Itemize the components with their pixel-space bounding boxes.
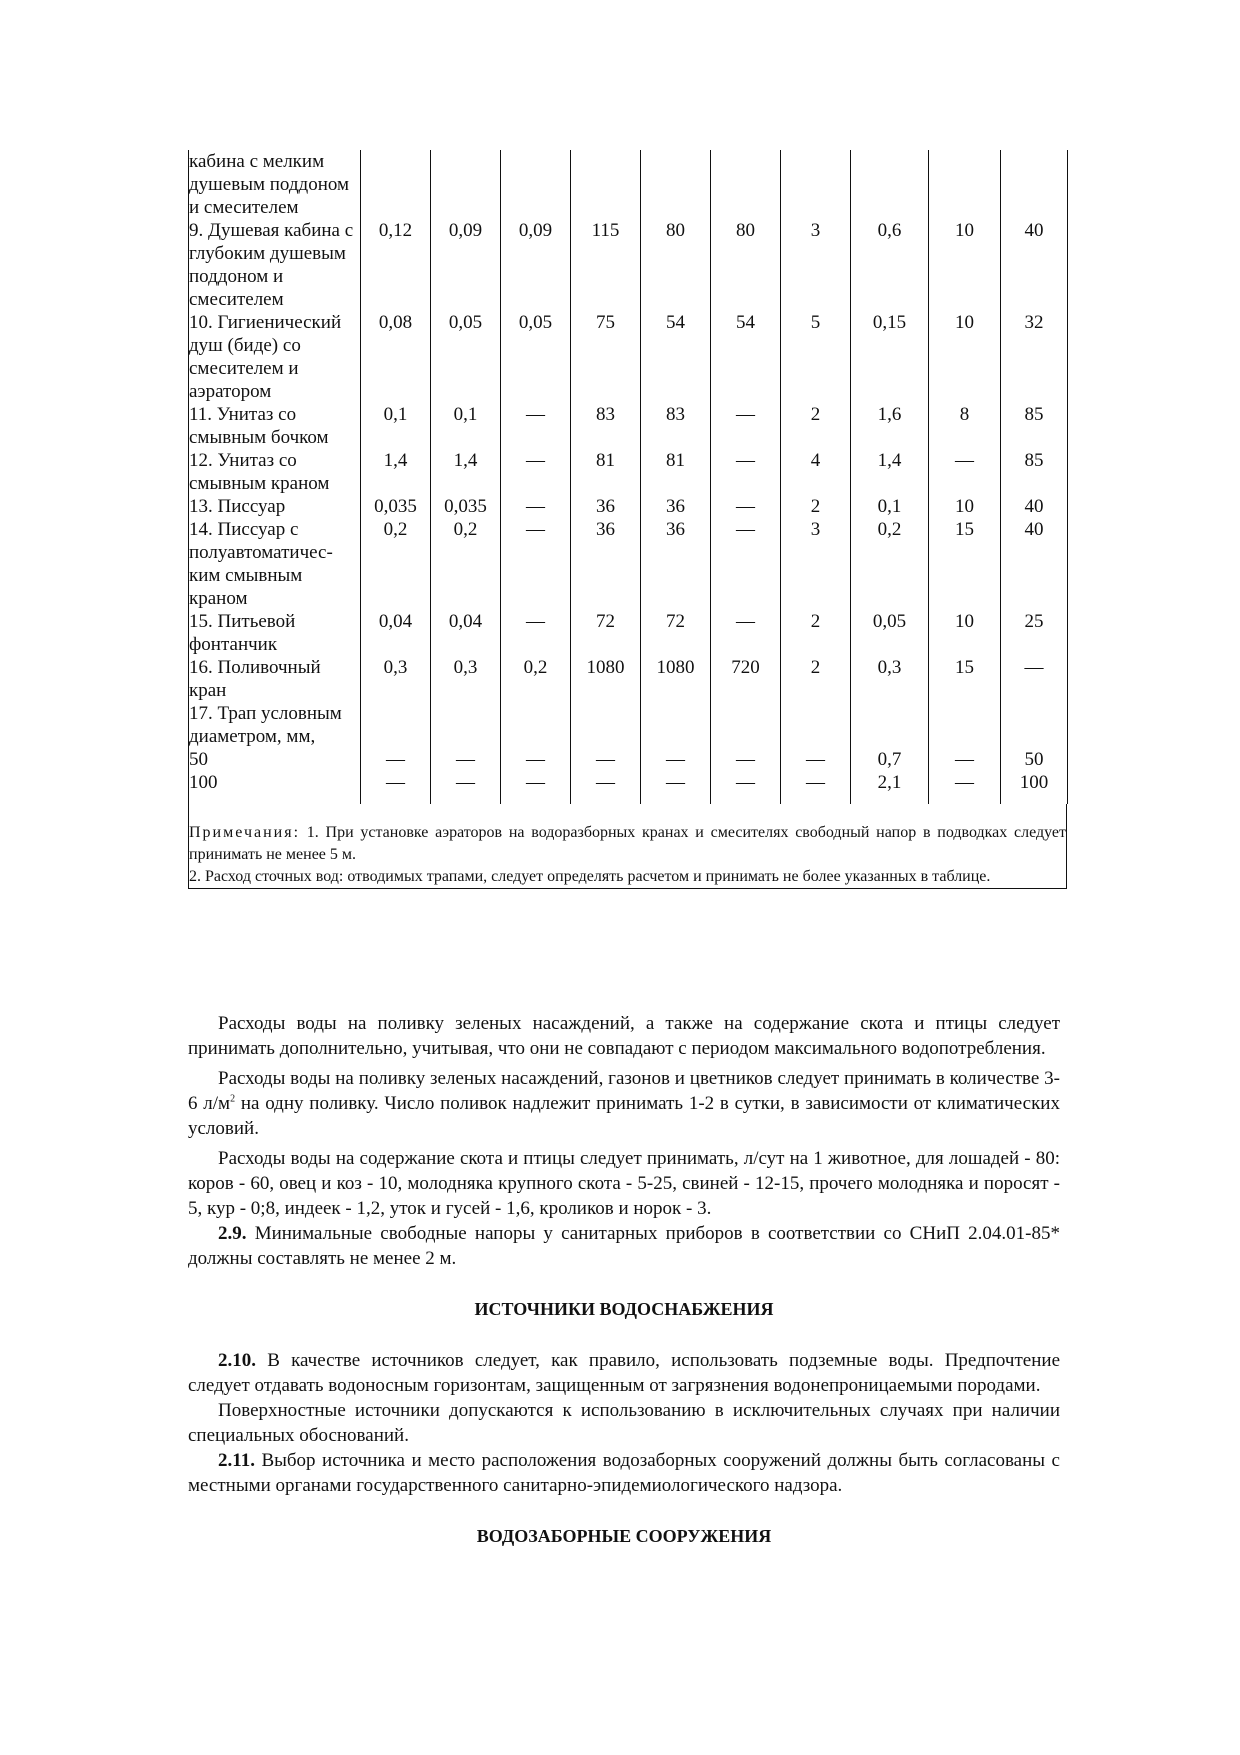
value-cell: 10 bbox=[929, 495, 1001, 518]
value-cell bbox=[711, 150, 781, 219]
table-row bbox=[189, 150, 1068, 219]
value-cell: — bbox=[361, 748, 431, 771]
value-cell bbox=[431, 702, 501, 748]
p2-superscript: 2 bbox=[230, 1093, 236, 1105]
norms-table-container bbox=[188, 150, 1067, 889]
value-cell: 0,15 bbox=[851, 311, 929, 403]
value-cell: 2 bbox=[781, 403, 851, 449]
clause-number-2-9: 2.9. bbox=[218, 1223, 247, 1244]
value-cell: — bbox=[501, 748, 571, 771]
value-cell: 2 bbox=[781, 495, 851, 518]
value-cell: 10 bbox=[929, 219, 1001, 311]
value-cell: 0,2 bbox=[361, 518, 431, 610]
value-cell: — bbox=[501, 610, 571, 656]
table-row bbox=[189, 219, 1068, 311]
value-cell: 83 bbox=[571, 403, 641, 449]
value-cell: 36 bbox=[571, 518, 641, 610]
value-cell: 0,1 bbox=[851, 495, 929, 518]
value-cell: 40 bbox=[1001, 495, 1068, 518]
body-text bbox=[188, 1011, 1060, 1549]
value-cell: 2 bbox=[781, 610, 851, 656]
row-name-cell: 11. Унитаз со смывным бочком bbox=[189, 403, 361, 449]
table-row bbox=[189, 610, 1068, 656]
value-cell bbox=[571, 702, 641, 748]
value-cell: — bbox=[929, 449, 1001, 495]
value-cell: — bbox=[1001, 656, 1068, 702]
value-cell: 36 bbox=[641, 518, 711, 610]
p2-text-b: на одну поливку. Число поливок надлежит принимать 1-2 в сутки, в зависимости от климатических условий. bbox=[188, 1093, 1060, 1139]
value-cell: 115 bbox=[571, 219, 641, 311]
value-cell: — bbox=[781, 771, 851, 804]
row-name-cell: 13. Писсуар bbox=[189, 495, 361, 518]
table-notes bbox=[188, 804, 1067, 889]
value-cell bbox=[781, 702, 851, 748]
paragraph-cattle-norms: Расходы воды на содержание скота и птицы следует принимать, л/сут на 1 животное, для лошадей - 80: коров - 60, овец и коз - 10, молодняка крупного скота - 5-25, свиней - 12-15, прочего молодняка и поросят - 5, кур - 0;8, индеек - 1,2, уток и гусей - 1,6, кроликов и норок - 3. bbox=[188, 1148, 1060, 1219]
value-cell: 1,4 bbox=[431, 449, 501, 495]
value-cell: 1,6 bbox=[851, 403, 929, 449]
note-1-text: 1. При установке аэраторов на водоразборных кранах и смесителях свободный напор в подводках следует принимать не менее 5 м. bbox=[189, 824, 1066, 863]
value-cell: — bbox=[501, 518, 571, 610]
value-cell: 83 bbox=[641, 403, 711, 449]
value-cell: — bbox=[641, 771, 711, 804]
value-cell: 80 bbox=[711, 219, 781, 311]
value-cell: — bbox=[361, 771, 431, 804]
value-cell: 36 bbox=[641, 495, 711, 518]
value-cell: — bbox=[711, 403, 781, 449]
row-name-cell: 16. Поливочный кран bbox=[189, 656, 361, 702]
table-row bbox=[189, 748, 1068, 771]
value-cell: — bbox=[781, 748, 851, 771]
row-name-cell: 12. Унитаз со смывным краном bbox=[189, 449, 361, 495]
value-cell: 72 bbox=[571, 610, 641, 656]
value-cell: — bbox=[711, 771, 781, 804]
value-cell: 2,1 bbox=[851, 771, 929, 804]
paragraph-2-10 bbox=[188, 1348, 1060, 1398]
value-cell: 3 bbox=[781, 219, 851, 311]
value-cell: 72 bbox=[641, 610, 711, 656]
value-cell: 85 bbox=[1001, 403, 1068, 449]
value-cell: 0,04 bbox=[431, 610, 501, 656]
value-cell bbox=[929, 702, 1001, 748]
value-cell bbox=[711, 702, 781, 748]
value-cell: — bbox=[711, 495, 781, 518]
row-name-cell: 17. Трап условным диаметром, мм, bbox=[189, 702, 361, 748]
clause-2-11-text: Выбор источника и место расположения водозаборных сооружений должны быть согласованы с местными органами государственного санитарно-эпидемиологического надзора. bbox=[188, 1450, 1060, 1496]
value-cell bbox=[361, 150, 431, 219]
row-name-cell: 50 bbox=[189, 748, 361, 771]
value-cell: 75 bbox=[571, 311, 641, 403]
value-cell: 3 bbox=[781, 518, 851, 610]
value-cell: 4 bbox=[781, 449, 851, 495]
value-cell: 1,4 bbox=[361, 449, 431, 495]
value-cell: 25 bbox=[1001, 610, 1068, 656]
value-cell: 0,09 bbox=[431, 219, 501, 311]
value-cell: 40 bbox=[1001, 518, 1068, 610]
value-cell: — bbox=[571, 748, 641, 771]
table-row bbox=[189, 495, 1068, 518]
paragraph-irrigation-cattle: Расходы воды на поливку зеленых насаждений, а также на содержание скота и птицы следует принимать дополнительно, учитывая, что они не совпадают с периодом максимального водопотребления. bbox=[188, 1013, 1060, 1059]
value-cell bbox=[929, 150, 1001, 219]
value-cell: — bbox=[929, 771, 1001, 804]
table-row bbox=[189, 771, 1068, 804]
row-name-cell: 14. Писсуар с полуавтоматичес-ким смывным краном bbox=[189, 518, 361, 610]
notes-label: Примечания: bbox=[189, 824, 301, 841]
value-cell: 50 bbox=[1001, 748, 1068, 771]
value-cell: 0,04 bbox=[361, 610, 431, 656]
value-cell: 81 bbox=[571, 449, 641, 495]
value-cell: 2 bbox=[781, 656, 851, 702]
value-cell: 0,3 bbox=[851, 656, 929, 702]
value-cell: 36 bbox=[571, 495, 641, 518]
value-cell: 0,2 bbox=[431, 518, 501, 610]
value-cell bbox=[571, 150, 641, 219]
value-cell: 81 bbox=[641, 449, 711, 495]
value-cell: — bbox=[711, 449, 781, 495]
value-cell: 1080 bbox=[641, 656, 711, 702]
value-cell bbox=[781, 150, 851, 219]
value-cell: 0,05 bbox=[851, 610, 929, 656]
value-cell: — bbox=[501, 403, 571, 449]
value-cell bbox=[851, 702, 929, 748]
value-cell: 0,6 bbox=[851, 219, 929, 311]
row-name-cell: 9. Душевая кабина с глубоким душевым поддоном и смесителем bbox=[189, 219, 361, 311]
value-cell: 54 bbox=[641, 311, 711, 403]
table-row bbox=[189, 449, 1068, 495]
value-cell: 0,1 bbox=[361, 403, 431, 449]
value-cell: — bbox=[571, 771, 641, 804]
value-cell: 0,05 bbox=[431, 311, 501, 403]
value-cell: 0,1 bbox=[431, 403, 501, 449]
value-cell bbox=[501, 150, 571, 219]
value-cell bbox=[431, 150, 501, 219]
value-cell: — bbox=[929, 748, 1001, 771]
row-name-cell: 100 bbox=[189, 771, 361, 804]
note-2: 2. Расход сточных вод: отводимых трапами, следует определять расчетом и принимать не более указанных в таблице. bbox=[189, 868, 991, 885]
value-cell bbox=[1001, 702, 1068, 748]
row-name-cell: 15. Питьевой фонтанчик bbox=[189, 610, 361, 656]
clause-2-9-text: Минимальные свободные напоры у санитарных приборов в соответствии со СНиП 2.04.01-85* должны составлять не менее 2 м. bbox=[188, 1223, 1060, 1269]
clause-2-10-text: В качестве источников следует, как правило, использовать подземные воды. Предпочтение следует отдавать водоносным горизонтам, защищенным от загрязнения водонепроницаемыми породами. bbox=[188, 1350, 1060, 1396]
value-cell bbox=[641, 150, 711, 219]
value-cell: 1080 bbox=[571, 656, 641, 702]
value-cell: 32 bbox=[1001, 311, 1068, 403]
value-cell: — bbox=[711, 748, 781, 771]
clause-number-2-11: 2.11. bbox=[218, 1450, 255, 1471]
value-cell: 80 bbox=[641, 219, 711, 311]
value-cell bbox=[361, 702, 431, 748]
clause-number-2-10: 2.10. bbox=[218, 1350, 256, 1371]
water-consumption-table bbox=[188, 150, 1068, 804]
value-cell: 1,4 bbox=[851, 449, 929, 495]
paragraph-2-11 bbox=[188, 1448, 1060, 1498]
section-heading-intakes: ВОДОЗАБОРНЫЕ СООРУЖЕНИЯ bbox=[476, 1526, 772, 1546]
value-cell: 0,12 bbox=[361, 219, 431, 311]
value-cell: 0,05 bbox=[501, 311, 571, 403]
value-cell: 15 bbox=[929, 518, 1001, 610]
value-cell: 0,3 bbox=[361, 656, 431, 702]
section-heading-sources: ИСТОЧНИКИ ВОДОСНАБЖЕНИЯ bbox=[474, 1299, 774, 1319]
value-cell: 0,08 bbox=[361, 311, 431, 403]
table-row bbox=[189, 656, 1068, 702]
value-cell: 5 bbox=[781, 311, 851, 403]
value-cell: 0,3 bbox=[431, 656, 501, 702]
paragraph-2-9 bbox=[188, 1221, 1060, 1271]
row-name-cell: 10. Гигиенический душ (биде) со смесителем и аэратором bbox=[189, 311, 361, 403]
value-cell bbox=[851, 150, 929, 219]
value-cell bbox=[501, 702, 571, 748]
p2-text-a: Расходы воды на поливку зеленых насаждений, газонов и цветников следует принимать в количестве 3-6 л/м bbox=[188, 1068, 1060, 1114]
table-row bbox=[189, 403, 1068, 449]
table-row bbox=[189, 311, 1068, 403]
table-row bbox=[189, 518, 1068, 610]
value-cell: 10 bbox=[929, 311, 1001, 403]
value-cell: 0,035 bbox=[431, 495, 501, 518]
value-cell: — bbox=[431, 748, 501, 771]
value-cell: — bbox=[501, 771, 571, 804]
value-cell: 54 bbox=[711, 311, 781, 403]
paragraph-irrigation-norms bbox=[188, 1066, 1060, 1141]
value-cell: 8 bbox=[929, 403, 1001, 449]
value-cell: 0,7 bbox=[851, 748, 929, 771]
value-cell: — bbox=[431, 771, 501, 804]
value-cell bbox=[1001, 150, 1068, 219]
value-cell: 0,035 bbox=[361, 495, 431, 518]
value-cell: — bbox=[641, 748, 711, 771]
value-cell: 10 bbox=[929, 610, 1001, 656]
row-name-cell: кабина с мелким душевым поддоном и смесителем bbox=[189, 150, 361, 219]
value-cell: — bbox=[501, 495, 571, 518]
paragraph-surface-sources: Поверхностные источники допускаются к использованию в исключительных случаях при наличии специальных обоснований. bbox=[188, 1400, 1060, 1446]
value-cell: 100 bbox=[1001, 771, 1068, 804]
value-cell: — bbox=[711, 610, 781, 656]
value-cell: 0,2 bbox=[501, 656, 571, 702]
table-row bbox=[189, 702, 1068, 748]
note-1 bbox=[189, 822, 1066, 866]
table-body bbox=[189, 150, 1068, 804]
value-cell: — bbox=[711, 518, 781, 610]
value-cell: 15 bbox=[929, 656, 1001, 702]
value-cell: 85 bbox=[1001, 449, 1068, 495]
value-cell: 720 bbox=[711, 656, 781, 702]
value-cell: — bbox=[501, 449, 571, 495]
value-cell: 0,09 bbox=[501, 219, 571, 311]
value-cell: 0,2 bbox=[851, 518, 929, 610]
value-cell bbox=[641, 702, 711, 748]
value-cell: 40 bbox=[1001, 219, 1068, 311]
